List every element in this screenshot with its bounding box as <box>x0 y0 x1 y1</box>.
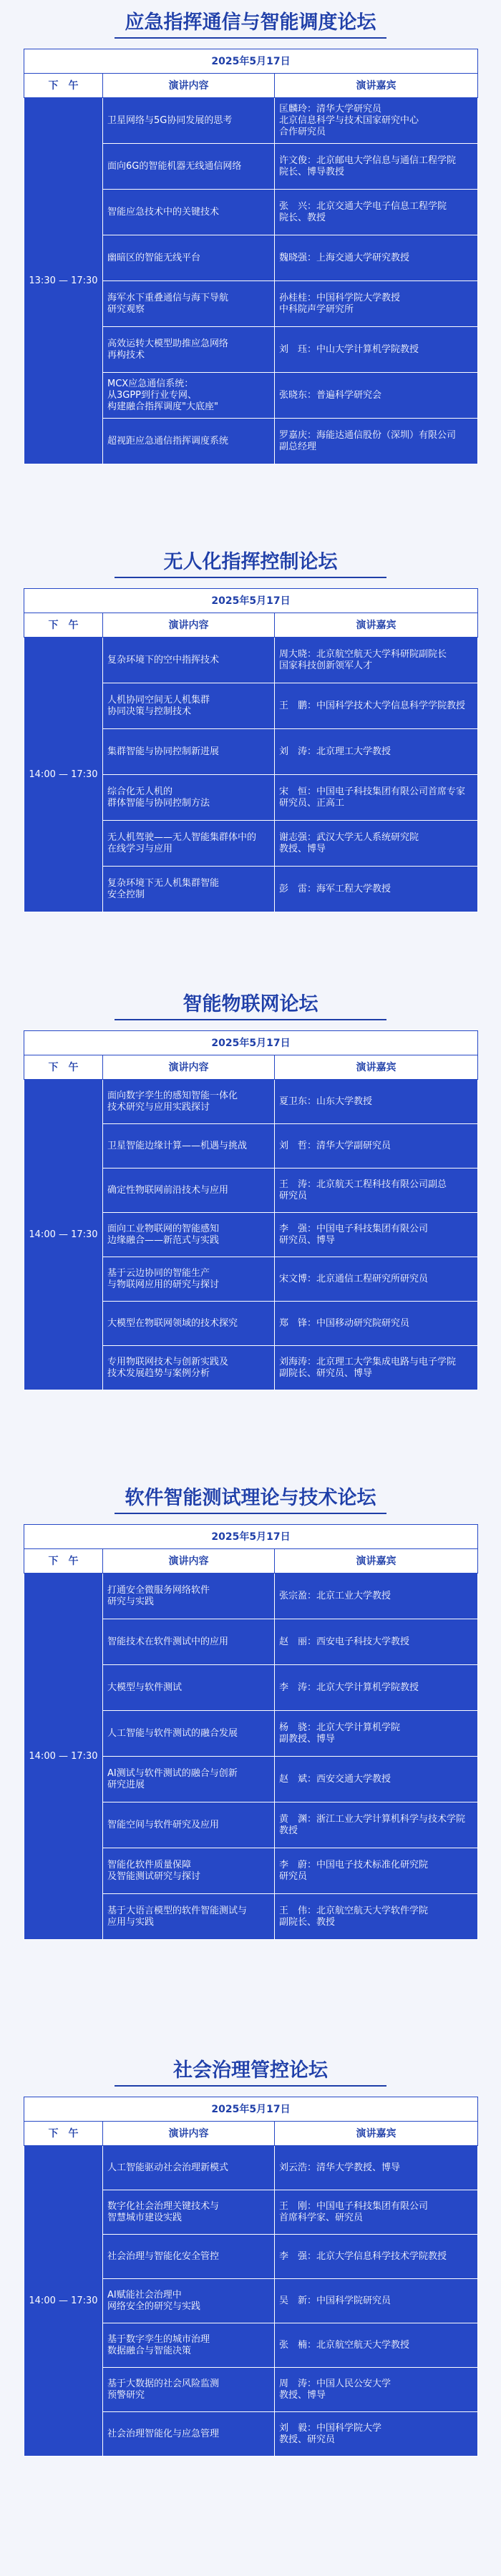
talk-title: AI赋能社会治理中 网络安全的研究与实践 <box>103 2279 275 2323</box>
talk-title: 综合化无人机的 群体智能与协同控制方法 <box>103 775 275 821</box>
session-time: 14:00 — 17:30 <box>24 1080 103 1390</box>
forum-title: 社会治理管控论坛 <box>0 2054 501 2088</box>
schedule-body <box>24 638 478 912</box>
session-time: 14:00 — 17:30 <box>24 2146 103 2457</box>
table-row <box>24 1574 478 1619</box>
talk-title: 面向工业物联网的智能感知 边缘融合——新范式与实践 <box>103 1213 275 1257</box>
talk-title: 智能技术在软件测试中的应用 <box>103 1619 275 1665</box>
table-row <box>24 2146 478 2190</box>
session-time: 13:30 — 17:30 <box>24 98 103 464</box>
table-row <box>24 98 478 144</box>
talk-title: 打通安全微服务网络软件 研究与实践 <box>103 1574 275 1619</box>
speaker-info: 夏卫东：山东大学教授 <box>275 1080 478 1124</box>
talk-title: 专用物联网技术与创新实践及 技术发展趋势与案例分析 <box>103 1346 275 1390</box>
date-cell: 2025年5月17日 <box>24 49 478 74</box>
speaker-info: 张 兴：北京交通大学电子信息工程学院 院长、教授 <box>275 190 478 235</box>
talk-title: 超视距应急通信指挥调度系统 <box>103 419 275 464</box>
speaker-info: 黄 渊：浙江工业大学计算机科学与技术学院 教授 <box>275 1802 478 1848</box>
schedule-body <box>24 98 478 464</box>
table-row <box>24 638 478 683</box>
speaker-info: 刘云浩：清华大学教授、博导 <box>275 2146 478 2190</box>
speaker-info: 郑 锋：中国移动研究院研究员 <box>275 1302 478 1346</box>
forum-section-1 <box>0 545 501 912</box>
forum-title: 应急指挥通信与智能调度论坛 <box>0 6 501 40</box>
speaker-info: 李 强：中国电子科技集团有限公司 研究员、博导 <box>275 1213 478 1257</box>
session-time: 14:00 — 17:30 <box>24 1574 103 1940</box>
talk-title: 大模型与软件测试 <box>103 1665 275 1711</box>
talk-title: 智能化软件质量保障 及智能测试研究与探讨 <box>103 1848 275 1894</box>
talk-title: 大模型在物联网领域的技术探究 <box>103 1302 275 1346</box>
talk-title: 面向数字孪生的感知智能一体化 技术研究与应用实践探讨 <box>103 1080 275 1124</box>
talk-title: 人工智能驱动社会治理新模式 <box>103 2146 275 2190</box>
schedule-table <box>24 588 478 912</box>
header-talk: 演讲内容 <box>103 1549 275 1574</box>
schedule-table <box>24 49 478 464</box>
speaker-info: 张宗盈：北京工业大学教授 <box>275 1574 478 1619</box>
speaker-info: 李 涛：北京大学计算机学院教授 <box>275 1665 478 1711</box>
header-speaker: 演讲嘉宾 <box>275 1055 478 1080</box>
talk-title: 幽暗区的智能无线平台 <box>103 235 275 281</box>
speaker-info: 王 刚：中国电子科技集团有限公司 首席科学家、研究员 <box>275 2190 478 2235</box>
header-talk: 演讲内容 <box>103 2122 275 2146</box>
talk-title: 社会治理与智能化安全管控 <box>103 2235 275 2279</box>
schedule-table <box>24 1030 478 1390</box>
date-cell: 2025年5月17日 <box>24 1525 478 1549</box>
talk-title: 智能空间与软件研究及应用 <box>103 1802 275 1848</box>
talk-title: MCX应急通信系统： 从3GPP到行业专网、 构建融合指挥调度"大底座" <box>103 373 275 419</box>
speaker-info: 王 伟：北京航空航天大学软件学院 副院长、教授 <box>275 1894 478 1940</box>
speaker-info: 赵 丽：西安电子科技大学教授 <box>275 1619 478 1665</box>
header-talk: 演讲内容 <box>103 1055 275 1080</box>
speaker-info: 宋 恒：中国电子科技集团有限公司首席专家 研究员、正高工 <box>275 775 478 821</box>
talk-title: 人工智能与软件测试的融合发展 <box>103 1711 275 1757</box>
speaker-info: 王 鹏：中国科学技术大学信息科学学院教授 <box>275 683 478 729</box>
talk-title: 海军水下重叠通信与海下导航 研究观察 <box>103 281 275 327</box>
speaker-info: 宋文博：北京通信工程研究所研究员 <box>275 1257 478 1302</box>
header-session: 下 午 <box>24 613 103 638</box>
speaker-info: 匡麟玲：清华大学研究员 北京信息科学与技术国家研究中心 合作研究员 <box>275 98 478 144</box>
speaker-info: 彭 雷：海军工程大学教授 <box>275 867 478 912</box>
schedule-table <box>24 2097 478 2457</box>
session-time: 14:00 — 17:30 <box>24 638 103 912</box>
date-cell: 2025年5月17日 <box>24 1031 478 1055</box>
header-speaker: 演讲嘉宾 <box>275 1549 478 1574</box>
speaker-info: 刘 涛：北京理工大学教授 <box>275 729 478 775</box>
date-cell: 2025年5月17日 <box>24 2097 478 2122</box>
header-speaker: 演讲嘉宾 <box>275 613 478 638</box>
talk-title: 高效运转大模型助推应急网络 再构技术 <box>103 327 275 373</box>
forum-title: 软件智能测试理论与技术论坛 <box>0 1481 501 1516</box>
header-session: 下 午 <box>24 2122 103 2146</box>
speaker-info: 王 涛：北京航天工程科技有限公司副总 研究员 <box>275 1169 478 1213</box>
speaker-info: 谢志强：武汉大学无人系统研究院 教授、博导 <box>275 821 478 867</box>
talk-title: 无人机驾驶——无人智能集群体中的 在线学习与应用 <box>103 821 275 867</box>
header-session: 下 午 <box>24 74 103 98</box>
date-cell: 2025年5月17日 <box>24 589 478 613</box>
header-talk: 演讲内容 <box>103 74 275 98</box>
speaker-info: 刘 哲：清华大学副研究员 <box>275 1124 478 1169</box>
speaker-info: 刘 毅：中国科学院大学 教授、研究员 <box>275 2412 478 2457</box>
forum-section-2 <box>0 987 501 1390</box>
forum-title: 无人化指挥控制论坛 <box>0 545 501 580</box>
forum-section-0 <box>0 6 501 464</box>
schedule-body <box>24 2146 478 2457</box>
speaker-info: 张晓东：普遍科学研究会 <box>275 373 478 419</box>
schedule-body <box>24 1574 478 1940</box>
speaker-info: 赵 斌：西安交通大学教授 <box>275 1757 478 1802</box>
speaker-info: 许文俊：北京邮电大学信息与通信工程学院 院长、博导教授 <box>275 144 478 190</box>
talk-title: 卫星智能边缘计算——机遇与挑战 <box>103 1124 275 1169</box>
talk-title: 确定性物联网前沿技术与应用 <box>103 1169 275 1213</box>
talk-title: 基于大语言模型的软件智能测试与 应用与实践 <box>103 1894 275 1940</box>
header-talk: 演讲内容 <box>103 613 275 638</box>
speaker-info: 吴 新：中国科学院研究员 <box>275 2279 478 2323</box>
table-row <box>24 1080 478 1124</box>
talk-title: 人机协同空间无人机集群 协同决策与控制技术 <box>103 683 275 729</box>
speaker-info: 刘海涛：北京理工大学集成电路与电子学院 副院长、研究员、博导 <box>275 1346 478 1390</box>
speaker-info: 李 强：北京大学信息科学技术学院教授 <box>275 2235 478 2279</box>
talk-title: 复杂环境下的空中指挥技术 <box>103 638 275 683</box>
talk-title: 集群智能与协同控制新进展 <box>103 729 275 775</box>
speaker-info: 杨 骁：北京大学计算机学院 副教授、博导 <box>275 1711 478 1757</box>
talk-title: 社会治理智能化与应急管理 <box>103 2412 275 2457</box>
header-session: 下 午 <box>24 1549 103 1574</box>
speaker-info: 周 涛：中国人民公安大学 教授、博导 <box>275 2368 478 2412</box>
forum-section-3 <box>0 1481 501 1940</box>
speaker-info: 刘 珏：中山大学计算机学院教授 <box>275 327 478 373</box>
forum-section-4 <box>0 2054 501 2457</box>
schedule-body <box>24 1080 478 1390</box>
forum-title: 智能物联网论坛 <box>0 987 501 1022</box>
speaker-info: 周大晓：北京航空航天大学科研院副院长 国家科技创新领军人才 <box>275 638 478 683</box>
talk-title: 数字化社会治理关键技术与 智慧城市建设实践 <box>103 2190 275 2235</box>
talk-title: 基于大数据的社会风险监测 预警研究 <box>103 2368 275 2412</box>
schedule-table <box>24 1524 478 1940</box>
header-speaker: 演讲嘉宾 <box>275 2122 478 2146</box>
speaker-info: 李 蔚：中国电子技术标准化研究院 研究员 <box>275 1848 478 1894</box>
speaker-info: 魏晓强：上海交通大学研究教授 <box>275 235 478 281</box>
talk-title: 基于云边协同的智能生产 与物联网应用的研究与探讨 <box>103 1257 275 1302</box>
speaker-info: 罗嘉庆：海能达通信股份（深圳）有限公司 副总经理 <box>275 419 478 464</box>
speaker-info: 张 楠：北京航空航天大学教授 <box>275 2323 478 2368</box>
header-session: 下 午 <box>24 1055 103 1080</box>
talk-title: 智能应急技术中的关键技术 <box>103 190 275 235</box>
talk-title: 基于数字孪生的城市治理 数据融合与智能决策 <box>103 2323 275 2368</box>
speaker-info: 孙桂桂：中国科学院大学教授 中科院声学研究所 <box>275 281 478 327</box>
talk-title: 卫星网络与5G协同发展的思考 <box>103 98 275 144</box>
talk-title: AI测试与软件测试的融合与创新 研究进展 <box>103 1757 275 1802</box>
talk-title: 复杂环境下无人机集群智能 安全控制 <box>103 867 275 912</box>
talk-title: 面向6G的智能机器无线通信网络 <box>103 144 275 190</box>
header-speaker: 演讲嘉宾 <box>275 74 478 98</box>
